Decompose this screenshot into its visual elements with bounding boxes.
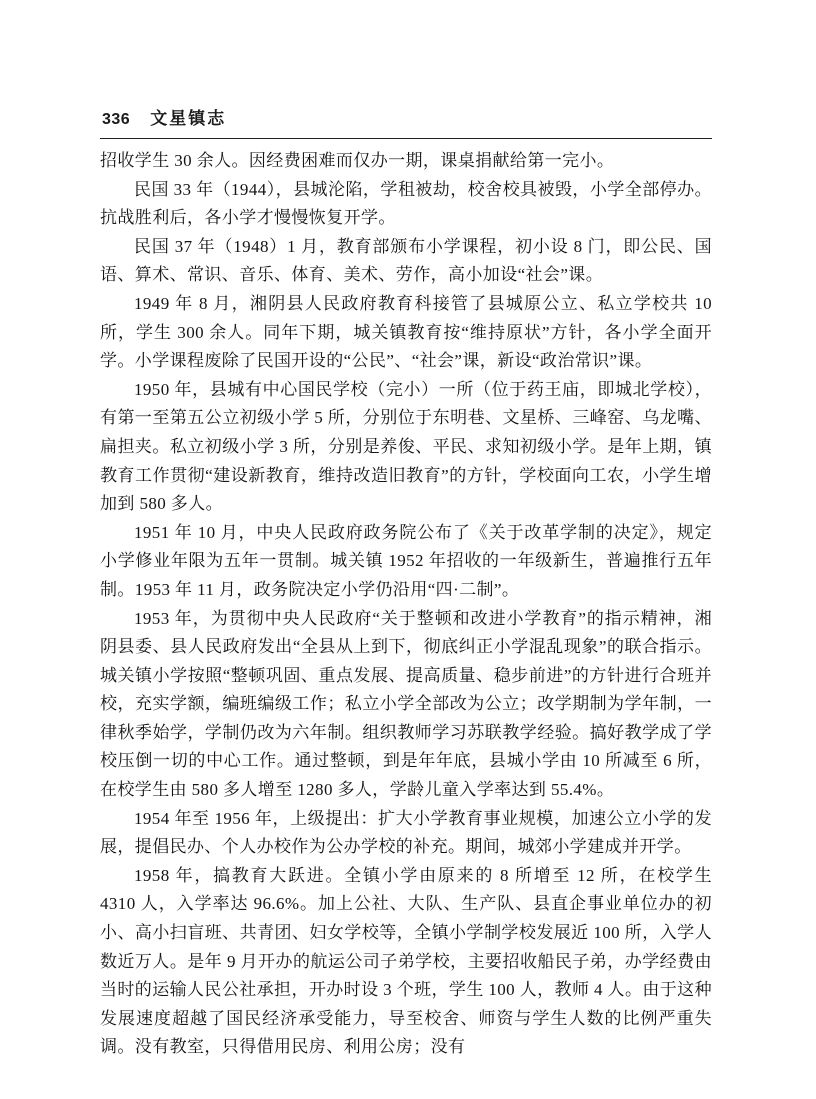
paragraph: 民国 33 年（1944），县城沦陷，学租被劫，校舍校具被毁，小学全部停办。抗战胜利后，各小学才慢慢恢复开学。 <box>100 179 712 228</box>
paragraph: 民国 37 年（1948）1 月，教育部颁布小学课程，初小设 8 门，即公民、国语、算术、常识、音乐、体育、美术、劳作，高小加设“社会”课。 <box>100 236 712 285</box>
paragraph: 1951 年 10 月，中央人民政府政务院公布了《关于改革学制的决定》，规定小学修业年限为五年一贯制。城关镇 1952 年招收的一年级新生，普遍推行五年制。1953 年 11 月，政务院决定小学仍沿用“四·二制”。 <box>100 522 712 599</box>
paragraph: 1953 年，为贯彻中央人民政府“关于整顿和改进小学教育”的指示精神，湘阴县委、县人民政府发出“全县从上到下，彻底纠正小学混乱现象”的联合指示。城关镇小学按照“整顿巩固、重点发展、提高质量、稳步前进”的方针进行合班并校，充实学额，编班编级工作；私立小学全部改为公立；改学期制为学年制，一律秋季始学，学制仍改为六年制。组织教师学习苏联教学经验。搞好教学成了学校压倒一切的中心工作。通过整顿，到是年年底，县城小学由 10 所减至 6 所，在校学生由 580 多人增至 1280 多人，学龄儿童入学率达到 55.4%。 <box>100 608 712 800</box>
paragraph: 1949 年 8 月，湘阴县人民政府教育科接管了县城原公立、私立学校共 10 所，学生 300 余人。同年下期，城关镇教育按“维持原状”方针，各小学全面开学。小学课程废除了民国开设的“公民”、“社会”课，新设“政治常识”课。 <box>100 293 712 371</box>
paragraph: 1954 年至 1956 年，上级提出：扩大小学教育事业规模，加速公立小学的发展，提倡民办、个人办校作为公办学校的补充。期间，城郊小学建成并开学。 <box>100 808 712 857</box>
body-text <box>100 147 712 1062</box>
page-number: 336 <box>102 111 131 128</box>
paragraph: 1950 年，县城有中心国民学校（完小）一所（位于药王庙，即城北学校），有第一至第五公立初级小学 5 所，分别位于东明巷、文星桥、三峰窑、乌龙嘴、扁担夹。私立初级小学 3 所，分别是养俊、平民、求知初级小学。是年上期，镇教育工作贯彻“建设新教育，维持改造旧教育”的方针，学校面向工农，小学生增加到 580 多人。 <box>100 379 712 514</box>
header-rule <box>100 138 712 139</box>
book-title: 文星镇志 <box>150 109 227 128</box>
page-header <box>100 104 712 138</box>
paragraph: 招收学生 30 余人。因经费困难而仅办一期，课桌捐献给第一完小。 <box>100 151 615 170</box>
paragraph: 1958 年，搞教育大跃进。全镇小学由原来的 8 所增至 12 所，在校学生 4310 人，入学率达 96.6%。加上公社、大队、生产队、县直企事业单位办的初小、高小扫盲班、共青团、妇女学校等，全镇小学制学校发展近 100 所，入学人数近万人。是年 9 月开办的航运公司子弟学校，主要招收船民子弟，办学经费由当时的运输人民公社承担，开办时设 3 个班，学生 100 人，教师 4 人。由于这种发展速度超越了国民经济承受能力，导至校舍、师资与学生人数的比例严重失调。没有教室，只得借用民房、利用公房；没有 <box>100 865 712 1057</box>
